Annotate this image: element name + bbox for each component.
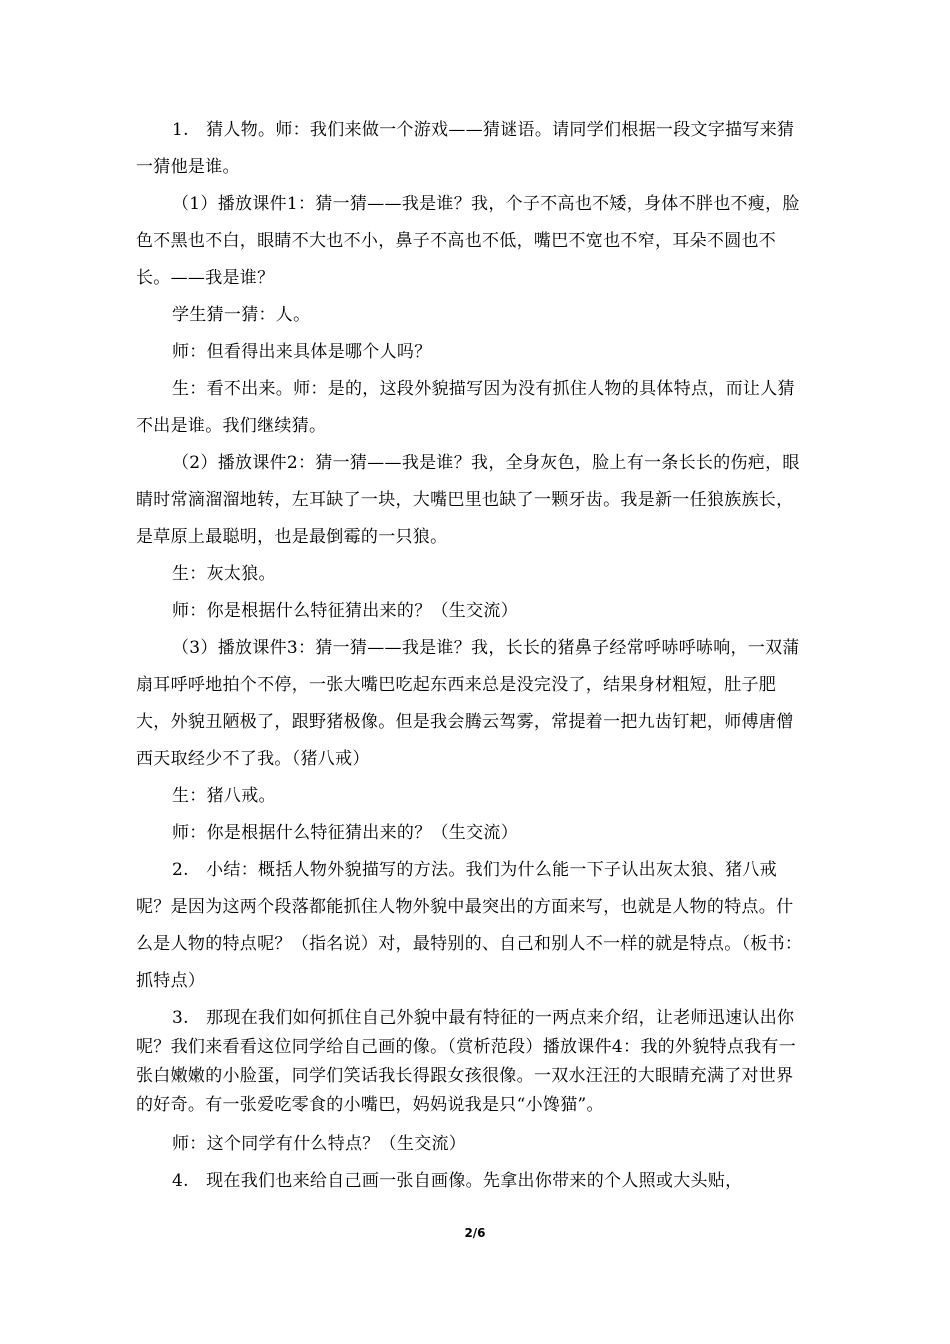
paragraph-example-portrait: 3. 那现在我们如何抓住自己外貌中最有特征的一两点来介绍，让老师迅速认出你呢？我们来看看这位同学给自己画的像。（赏析范段）播放课件4：我的外貌特点我有一张白嫩嫩的小脸蛋，同学们笑话我长得跟女孩很像。一双水汪汪的大眼睛充满了对世界的好奇。有一张爱吃零食的小嘴巴，妈妈说我是只“小馋猫”。 — [136, 1008, 797, 1115]
document-body — [136, 112, 808, 1200]
paragraph-summary: 2. 小结：概括人物外貌描写的方法。我们为什么能一下子认出灰太狼、猪八戒呢？是因为这两个段落都能抓住人物外貌中最突出的方面来写，也就是人物的特点。什么是人物的特点呢？（指名说）对，最特别的、自己和别人不一样的就是特点。（板书：抓特点） — [136, 860, 803, 991]
page-number: 2/6 — [464, 1226, 486, 1240]
paragraph-courseware-3: （3）播放课件3：猜一猜——我是谁？我，长长的猪鼻子经常呼哧呼哧响，一双蒲扇耳呼呼地拍个不停，一张大嘴巴吃起东西来总是没完没了，结果身材粗短，肚子肥大，外貌丑陋极了，跟野猪极像。但是我会腾云驾雾，常提着一把九齿钉耙，师傅唐僧西天取经少不了我。（猪八戒） — [136, 638, 800, 769]
paragraph-teacher-question-4: 师：这个同学有什么特点？（生交流） — [172, 1134, 467, 1154]
paragraph-student-answer-3: 生：灰太狼。 — [172, 564, 276, 584]
paragraph-guess-intro: 1. 猜人物。师：我们来做一个游戏——猜谜语。请同学们根据一段文字描写来猜一猜他是谁。 — [136, 120, 795, 177]
paragraph-self-portrait: 4. 现在我们也来给自己画一张自画像。先拿出你带来的个人照或大头贴， — [172, 1171, 743, 1191]
paragraph-teacher-question-1: 师：但看得出来具体是哪个人吗？ — [172, 342, 432, 362]
paragraph-teacher-question-3: 师：你是根据什么特征猜出来的？（生交流） — [172, 823, 518, 843]
paragraph-student-answer-1: 学生猜一猜：人。 — [172, 305, 311, 325]
paragraph-courseware-1: （1）播放课件1：猜一猜——我是谁？我，个子不高也不矮，身体不胖也不瘦，脸色不黑也不白，眼睛不大也不小，鼻子不高也不低，嘴巴不宽也不窄，耳朵不圆也不长。——我是谁？ — [136, 194, 800, 288]
paragraph-student-answer-4: 生：猪八戒。 — [172, 786, 276, 806]
paragraph-courseware-2: （2）播放课件2：猜一猜——我是谁？我，全身灰色，脸上有一条长长的伤疤，眼睛时常滴溜溜地转，左耳缺了一块，大嘴巴里也缺了一颗牙齿。我是新一任狼族族长，是草原上最聪明，也是最倒霉的一只狼。 — [136, 453, 800, 547]
paragraph-student-answer-2: 生：看不出来。师：是的，这段外貌描写因为没有抓住人物的具体特点，而让人猜不出是谁。我们继续猜。 — [136, 379, 795, 436]
paragraph-teacher-question-2: 师：你是根据什么特征猜出来的？（生交流） — [172, 601, 518, 621]
